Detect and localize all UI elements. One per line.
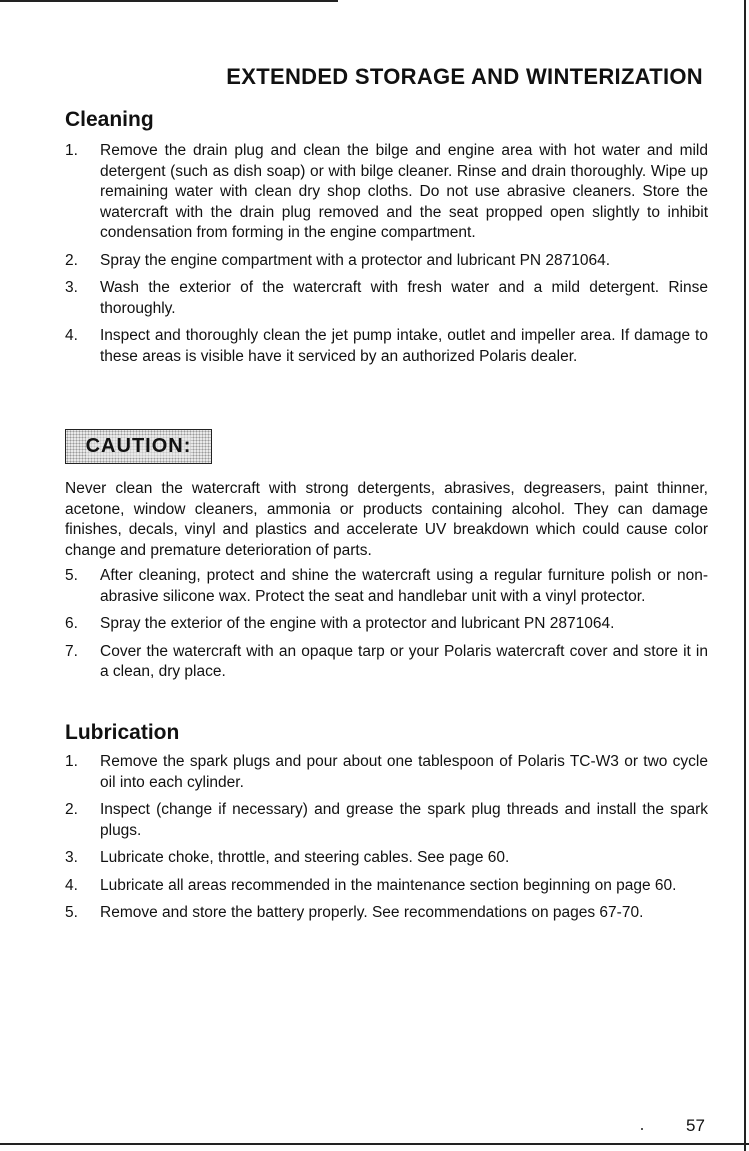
list-item bbox=[65, 848, 708, 869]
item-text: Remove the spark plugs and pour about one tablespoon of Polaris TC-W3 or two cycle oil into each cylinder. bbox=[100, 753, 708, 791]
item-number: 5. bbox=[65, 567, 78, 584]
scan-dot bbox=[641, 1128, 643, 1130]
list-item bbox=[65, 566, 708, 607]
item-number: 1. bbox=[65, 142, 78, 159]
item-number: 4. bbox=[65, 327, 78, 344]
item-number: 3. bbox=[65, 849, 78, 866]
item-number: 2. bbox=[65, 251, 78, 269]
cleaning-list bbox=[65, 141, 708, 374]
item-text: Inspect and thoroughly clean the jet pump intake, outlet and impeller area. If damage to these areas is visible have it serviced by an authorized Polaris dealer. bbox=[100, 327, 708, 365]
item-text: Spray the exterior of the engine with a protector and lubricant PN 2871064. bbox=[100, 615, 615, 632]
item-text: Inspect (change if necessary) and grease the spark plug threads and install the spark plugs. bbox=[100, 801, 708, 839]
item-text: Cover the watercraft with an opaque tarp or your Polaris watercraft cover and store it in a clean, dry place. bbox=[100, 642, 708, 680]
caution-box bbox=[65, 429, 212, 464]
item-text: Lubricate all areas recommended in the maintenance section beginning on page 60. bbox=[100, 876, 677, 894]
list-item bbox=[65, 752, 708, 793]
item-text: Remove and store the battery properly. See recommendations on pages 67-70. bbox=[100, 904, 644, 921]
bottom-border-line bbox=[0, 1143, 749, 1145]
list-item bbox=[65, 876, 708, 897]
item-number: 7. bbox=[65, 642, 78, 660]
list-item bbox=[65, 642, 708, 683]
item-text: Remove the drain plug and clean the bilge and engine area with hot water and mild detergent (such as dish soap) or with bilge cleaner. Rinse and drain thoroughly. Wipe up remaining water with clean dry shop cloths. Do not use abrasive cleaners. Store the watercraft with the drain plug removed and the seat propped open slightly to inhibit condensation from forming in the engine compartment. bbox=[100, 142, 708, 241]
caution-label: CAUTION: bbox=[85, 435, 192, 457]
list-item bbox=[65, 251, 708, 272]
item-number: 2. bbox=[65, 801, 78, 818]
item-number: 4. bbox=[65, 876, 78, 894]
list-item bbox=[65, 800, 708, 841]
cleaning-heading: Cleaning bbox=[65, 108, 154, 131]
item-number: 5. bbox=[65, 904, 78, 921]
caution-text: Never clean the watercraft with strong detergents, abrasives, degreasers, paint thinner, acetone, window cleaners, ammonia or products containing alcohol. They can damage finishes, decals, vinyl and plastics and accelerate UV breakdown which could cause color change and premature deterioration of parts. bbox=[65, 480, 708, 559]
lubrication-heading: Lubrication bbox=[65, 721, 180, 744]
item-number: 3. bbox=[65, 279, 78, 296]
top-border-line bbox=[0, 0, 338, 2]
item-number: 1. bbox=[65, 753, 78, 770]
item-text: Wash the exterior of the watercraft with fresh water and a mild detergent. Rinse thoroughly. bbox=[100, 279, 708, 317]
list-item bbox=[65, 278, 708, 319]
list-item bbox=[65, 326, 708, 367]
list-item bbox=[65, 903, 708, 924]
item-text: Lubricate choke, throttle, and steering cables. See page 60. bbox=[100, 849, 510, 866]
list-item bbox=[65, 141, 708, 244]
list-item bbox=[65, 614, 708, 635]
item-text: After cleaning, protect and shine the watercraft using a regular furniture polish or non-abrasive silicone wax. Protect the seat and handlebar unit with a vinyl protector. bbox=[100, 567, 708, 605]
cleaning-list-continued bbox=[65, 566, 708, 690]
item-text: Spray the engine compartment with a protector and lubricant PN 2871064. bbox=[100, 251, 611, 269]
page-number: 57 bbox=[686, 1116, 705, 1135]
page-title: EXTENDED STORAGE AND WINTERIZATION bbox=[226, 64, 703, 89]
right-border-line bbox=[744, 0, 746, 1151]
lubrication-list bbox=[65, 752, 708, 931]
item-number: 6. bbox=[65, 615, 78, 632]
